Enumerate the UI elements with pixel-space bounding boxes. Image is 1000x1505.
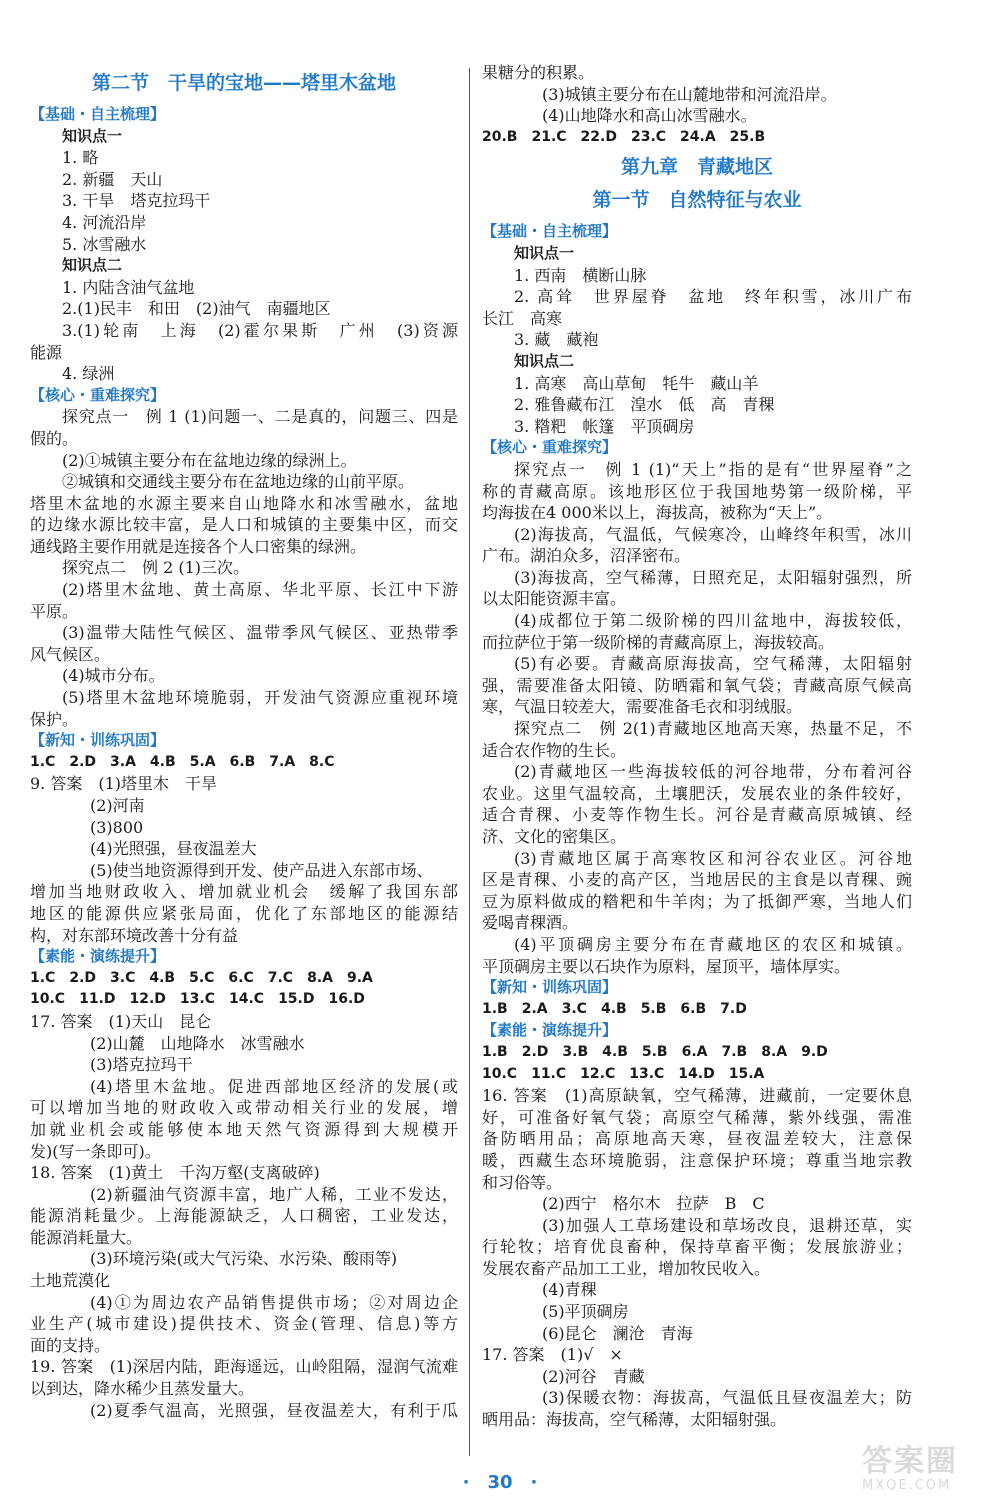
answer-line: 以到达，降水稀少且蒸发量大。 [30, 1379, 255, 1399]
section-header: 【素能・演练提升】 [482, 1021, 618, 1040]
knowledge-point-label: 知识点一 [514, 243, 575, 262]
answer-line: (4)山地降水和高山冰雪融水。 [542, 106, 757, 126]
answer-line: (6)昆仑 澜沧 青海 [542, 1323, 693, 1343]
answer-line: 2. 高耸 世界屋脊 盆地 终年积雪，冰川广布 [514, 287, 912, 307]
choice-answers: 10.C 11.C 12.C 13.C 14.D 15.A [482, 1065, 765, 1082]
answer-line: 面的支持。 [30, 1335, 111, 1355]
section-title: 第二节 干旱的宝地——塔里木盆地 [91, 72, 396, 94]
knowledge-point-label: 知识点二 [62, 256, 123, 275]
answer-line: 平原。 [30, 601, 79, 621]
answer-line: 增加当地财政收入、增加就业机会 缓解了我国东部 [30, 882, 458, 902]
answer-line: 2. 雅鲁藏布江 湟水 低 高 青稞 [514, 395, 775, 415]
answer-line: (5)平顶碉房 [542, 1302, 629, 1322]
section-header: 【核心・重难探究】 [482, 438, 618, 457]
answer-line: 寒，气温日较差大，需要准备毛衣和羽绒服。 [482, 697, 803, 717]
answer-line: 行轮牧；培育优良畜种，保持草畜平衡；发展旅游业； [482, 1237, 912, 1257]
answer-line: 均海拔在4 000米以上，海拔高，被称为“天上”。 [482, 503, 833, 523]
answer-line: 爱喝青稞酒。 [482, 913, 579, 933]
right-answer-lines [482, 221, 912, 1430]
answer-line: 2.(1)民丰 和田 (2)油气 南疆地区 [62, 299, 331, 319]
knowledge-point-label: 知识点一 [62, 126, 123, 145]
answer-line: 好，可准备好氧气袋；高原空气稀薄，紫外线强，需准 [482, 1107, 912, 1127]
answer-line: 塔里木盆地的水源主要来自山地降水和冰雪融水，盆地 [30, 493, 458, 513]
page-number: · 30 · [462, 1472, 538, 1493]
answer-line: 晒用品：海拔高，空气稀薄，太阳辐射强。 [482, 1410, 787, 1430]
answer-line: 广布。湖泊众多，沼泽密布。 [482, 546, 691, 566]
answer-line: (2)山麓 山地降水 冰雪融水 [90, 1033, 305, 1053]
answer-line: 平顶碉房主要以石块作为原料，屋顶平，墙体厚实。 [482, 956, 851, 976]
answer-line: (3)城镇主要分布在山麓地带和河流沿岸。 [542, 84, 837, 104]
answer-line: (3)环境污染(或大气污染、水污染、酸雨等) [90, 1249, 398, 1269]
answer-line: 称的青藏高原。该地形区位于我国地势第一级阶梯，平 [482, 481, 912, 501]
answer-line: (4)塔里木盆地。促进西部地区经济的发展(或 [90, 1076, 458, 1096]
answer-line: 暖，西藏生态环境脆弱，注意保护环境；尊重当地宗教 [482, 1150, 912, 1170]
section-title: 第一节 自然特征与农业 [592, 189, 802, 212]
right-continued-lines [482, 62, 912, 148]
answer-line: (4)光照强，昼夜温差大 [90, 839, 257, 859]
choice-answers: 10.C 11.D 12.D 13.C 14.C 15.D 16.D [30, 991, 365, 1008]
chapter-title: 第九章 青藏地区 [620, 156, 773, 179]
section-header: 【基础・自主梳理】 [482, 222, 618, 241]
left-answer-lines [30, 104, 458, 1421]
answer-line: (5)塔里木盆地环境脆弱，开发油气资源应重视环境 [62, 688, 458, 708]
answer-line: 济、文化的密集区。 [482, 827, 627, 846]
answer-line: 备防晒用品；高原地高天寒，昼夜温差较大，注意保 [482, 1129, 912, 1149]
answer-line: (2)青藏地区一些海拔较低的河谷地带，分布着河谷 [514, 762, 912, 782]
answer-line: 2. 新疆 天山 [62, 169, 163, 189]
answer-line: 区是青稞、小麦的高产区，当地居民的主食是以青稞、豌 [482, 870, 912, 890]
answer-line: (2)西宁 格尔木 拉萨 B C [542, 1194, 765, 1214]
answer-line: 1. 略 [62, 148, 99, 168]
watermark-text: 答案圈 [862, 1444, 958, 1479]
answer-line: 9. 答案 (1)塔里木 干旱 [30, 774, 218, 794]
answer-line: 能源消耗量少。上海能源缺乏，人口稠密，工业发达， [30, 1206, 458, 1226]
answer-line: 加就业机会或能够使本地天然气资源得到大规模开 [30, 1119, 458, 1139]
answer-line: 4. 绿洲 [62, 364, 115, 384]
left-column [30, 62, 458, 1421]
section-header: 【素能・演练提升】 [30, 947, 166, 966]
answer-line: 和习俗等。 [482, 1172, 563, 1192]
answer-line: (5)使当地资源得到开发、使产品进入东部市场、 [90, 860, 433, 880]
answer-line: (2)新疆油气资源丰富，地广人稀，工业不发达， [90, 1184, 458, 1204]
column-divider [469, 68, 470, 1456]
answer-line: (3)800 [90, 817, 144, 837]
answer-line: 保护。 [30, 709, 79, 729]
answer-line: 探究点一 例 1 (1)“天上”指的是有“世界屋脊”之 [514, 459, 912, 479]
right-column [482, 62, 912, 1431]
answer-line: 能源消耗量大。 [30, 1227, 143, 1247]
watermark-logo [862, 1446, 984, 1498]
answer-line: 1. 高寒 高山草甸 牦牛 藏山羊 [514, 373, 759, 393]
answer-line: 17. 答案 (1)天山 昆仑 [30, 1011, 212, 1031]
answer-line: 1. 西南 横断山脉 [514, 265, 647, 285]
answer-line: ②城镇和交通线主要分布在盆地边缘的山前平原。 [62, 472, 415, 492]
answer-line: (4)平顶碉房主要分布在青藏地区的农区和城镇。 [514, 934, 912, 954]
answer-line: 19. 答案 (1)深居内陆，距海遥远，山岭阻隔，湿润气流难 [30, 1357, 458, 1377]
watermark-url: MXQE.COM [862, 1478, 952, 1493]
answer-line: 强，需要准备太阳镜、防晒霜和氧气袋；青藏高原气候高 [482, 675, 912, 695]
answer-line: 探究点二 例 2(1)青藏地区地高天寒，热量不足，不 [514, 719, 912, 739]
answer-line: (3)温带大陆性气候区、温带季风气候区、亚热带季 [62, 623, 458, 643]
answer-line: 果糖分的积累。 [482, 63, 595, 82]
answer-line: (2)①城镇主要分布在盆地边缘的绿洲上。 [62, 450, 357, 470]
section-header: 【新知・训练巩固】 [482, 978, 618, 997]
answer-line: (3)海拔高，空气稀薄，日照充足，太阳辐射强烈，所 [514, 567, 912, 587]
choice-answers: 1.C 2.D 3.A 4.B 5.A 6.B 7.A 8.C [30, 753, 335, 770]
answer-line: (2)夏季气温高，光照强，昼夜温差大，有利于瓜 [90, 1400, 458, 1420]
choice-answers: 1.B 2.D 3.B 4.B 5.B 6.A 7.B 8.A 9.D [482, 1043, 828, 1060]
answer-line: 通线路主要作用就是连接各个人口密集的绿洲。 [30, 536, 367, 556]
choice-answers: 1.C 2.D 3.C 4.B 5.C 6.C 7.C 8.A 9.A [30, 969, 373, 986]
answer-line: (5)有必要。青藏高原海拔高，空气稀薄，太阳辐射 [514, 654, 912, 674]
answer-line: 1. 内陆含油气盆地 [62, 277, 195, 297]
answer-line: 3. 干旱 塔克拉玛干 [62, 191, 211, 211]
answer-line: 18. 答案 (1)黄土 千沟万壑(支离破碎) [30, 1163, 320, 1183]
answer-line: 业生产(城市建设)提供技术、资金(管理、信息)等方 [30, 1314, 458, 1334]
answer-line: 适合青稞、小麦等作物生长。河谷是青藏高原城镇、经 [482, 805, 912, 825]
answer-line: (2)海拔高，气温低，气候寒冷，山峰终年积雪，冰川 [514, 524, 912, 544]
answer-line: (4)①为周边农产品销售提供市场；②对周边企 [90, 1292, 458, 1312]
answer-line: 发)(写一条即可)。 [30, 1141, 161, 1161]
choice-answers: 1.B 2.A 3.C 4.B 5.B 6.B 7.D [482, 1000, 747, 1017]
answer-line: (2)河谷 青藏 [542, 1366, 645, 1386]
answer-line: 地区的能源供应紧张局面，优化了东部地区的能源结 [30, 903, 458, 923]
answer-line: 土地荒漠化 [30, 1271, 111, 1291]
answer-line: 可以增加当地的财政收入或带动相关行业的发展，增 [30, 1098, 458, 1118]
section-header: 【新知・训练巩固】 [30, 731, 166, 750]
answer-line: (4)青稞 [542, 1280, 597, 1300]
answer-line: 而拉萨位于第一级阶梯的青藏高原上，海拔较高。 [482, 632, 835, 652]
answer-line: 风气候区。 [30, 644, 111, 664]
answer-line: 的边缘水源比较丰富，是人口和城镇的主要集中区，而交 [30, 515, 458, 535]
answer-line: (2)河南 [90, 796, 145, 815]
answer-line: 3.(1)轮南 上海 (2)霍尔果斯 广州 (3)资源 [62, 320, 458, 340]
answer-line: 17. 答案 (1)√ × [482, 1345, 623, 1365]
answer-line: 豆为原料做成的糌粑和牛羊肉；为了抵御严寒，当地人们 [482, 891, 912, 911]
answer-line: 能源 [30, 342, 63, 362]
answer-line: 农业。这里气温较高，土壤肥沃，发展农业的条件较好， [482, 783, 912, 803]
answer-line: 4. 河流沿岸 [62, 212, 147, 232]
answer-line: (4)城市分布。 [62, 666, 165, 686]
answer-line: (3)青藏地区属于高寒牧区和河谷农业区。河谷地 [514, 848, 912, 868]
answer-line: 假的。 [30, 428, 79, 448]
answer-line: 探究点一 例 1 (1)问题一、二是真的，问题三、四是 [62, 407, 458, 427]
answer-line: 3. 藏 藏袍 [514, 330, 599, 350]
answer-line: 构，对东部环境改善十分有益 [30, 925, 239, 945]
answer-line: (3)保暖衣物：海拔高，气温低且昼夜温差大；防 [542, 1388, 912, 1408]
answer-line: (3)加强人工草场建设和草场改良，退耕还草，实 [542, 1215, 912, 1235]
answer-line: 3. 糌粑 帐篷 平顶碉房 [514, 416, 695, 436]
answer-line: 5. 冰雪融水 [62, 234, 147, 254]
section-header: 【基础・自主梳理】 [30, 105, 166, 123]
answer-line: (3)塔克拉玛干 [90, 1055, 193, 1075]
answer-line: (4)成都位于第二级阶梯的四川盆地中，海拔较低， [514, 611, 912, 631]
section-header: 【核心・重难探究】 [30, 385, 166, 404]
answer-line: 以太阳能资源丰富。 [482, 589, 627, 609]
answer-line: 16. 答案 (1)高原缺氧，空气稀薄，进藏前，一定要休息 [482, 1086, 912, 1106]
answer-line: (2)塔里木盆地、黄土高原、华北平原、长江中下游 [62, 580, 458, 600]
answer-line: 发展农畜产品加工工业，增加牧民收入。 [482, 1258, 771, 1278]
answer-line: 探究点二 例 2 (1)三次。 [62, 558, 250, 578]
answer-line: 长江 高寒 [482, 308, 563, 328]
choice-answers: 20.B 21.C 22.D 23.C 24.A 25.B [482, 128, 766, 145]
knowledge-point-label: 知识点二 [514, 351, 575, 370]
answer-line: 适合农作物的生长。 [482, 740, 627, 760]
